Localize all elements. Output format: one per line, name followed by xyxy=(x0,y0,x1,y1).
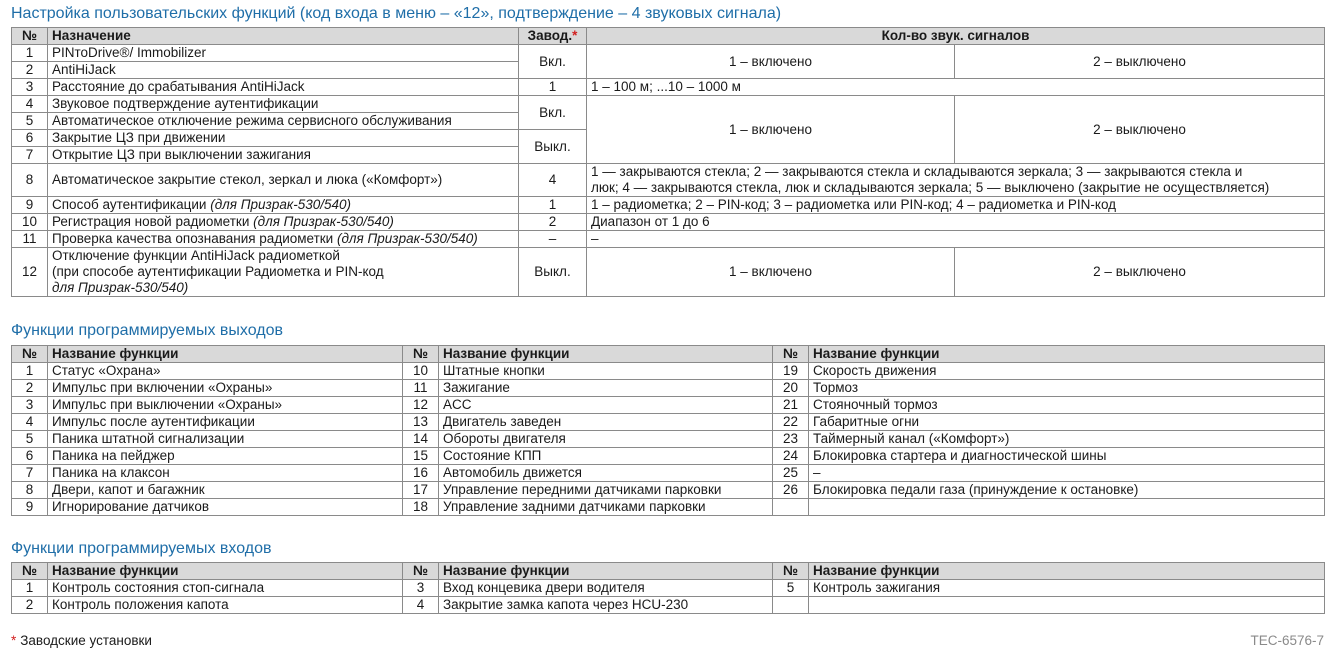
col-num-header: № xyxy=(12,563,48,580)
footnote xyxy=(11,633,152,648)
row-name: Регистрация новой радиометки (для Призрак-530/540) xyxy=(48,214,519,231)
factory-value: 4 xyxy=(519,164,587,197)
outputs-table xyxy=(11,345,1325,516)
table-row xyxy=(12,197,1325,214)
function-num: 18 xyxy=(403,499,439,516)
row-num: 2 xyxy=(12,62,48,79)
signal-off: 2 – выключено xyxy=(955,45,1325,79)
function-name: Статус «Охрана» xyxy=(48,363,403,380)
col-num-header: № xyxy=(773,563,809,580)
function-num: 16 xyxy=(403,465,439,482)
row-num: 8 xyxy=(12,164,48,197)
col-num-header: № xyxy=(12,28,48,45)
col-name-header: Название функции xyxy=(439,563,773,580)
row-name: AntiHiJack xyxy=(48,62,519,79)
row-num: 1 xyxy=(12,45,48,62)
col-num-header: № xyxy=(12,346,48,363)
function-name: Зажигание xyxy=(439,380,773,397)
factory-value: Выкл. xyxy=(519,130,587,164)
table-row xyxy=(12,96,1325,113)
signal-off: 2 – выключено xyxy=(955,248,1325,297)
factory-value: 2 xyxy=(519,214,587,231)
function-num: 7 xyxy=(12,465,48,482)
row-name: Звуковое подтверждение аутентификации xyxy=(48,96,519,113)
inputs-title: Функции программируемых входов xyxy=(11,540,272,557)
signal-auth: 1 – радиометка; 2 – PIN-код; 3 – радиометка или PIN-код; 4 – радиометка и PIN-код xyxy=(587,197,1325,214)
function-name: Управление задними датчиками парковки xyxy=(439,499,773,516)
outputs-header-row xyxy=(12,346,1325,363)
settings-table xyxy=(11,27,1325,297)
document-code: TEC-6576-7 xyxy=(1250,633,1324,648)
function-name: Таймерный канал («Комфорт») xyxy=(809,431,1325,448)
function-name: Управление передними датчиками парковки xyxy=(439,482,773,499)
function-num: 2 xyxy=(12,380,48,397)
function-num: 1 xyxy=(12,363,48,380)
function-num: 11 xyxy=(403,380,439,397)
function-num: 8 xyxy=(12,482,48,499)
settings-title: Настройка пользовательских функций (код входа в меню – «12», подтверждение – 4 звуковых сигнала) xyxy=(11,5,782,22)
function-name: Двигатель заведен xyxy=(439,414,773,431)
function-num: 3 xyxy=(403,580,439,597)
outputs-title: Функции программируемых выходов xyxy=(11,322,283,339)
inputs-table xyxy=(11,562,1325,614)
function-name: Вход концевика двери водителя xyxy=(439,580,773,597)
table-row xyxy=(12,231,1325,248)
function-name: Игнорирование датчиков xyxy=(48,499,403,516)
function-name: Паника штатной сигнализации xyxy=(48,431,403,448)
function-num: 22 xyxy=(773,414,809,431)
function-num: 19 xyxy=(773,363,809,380)
function-num: 26 xyxy=(773,482,809,499)
col-name-header: Название функции xyxy=(439,346,773,363)
row-name: Автоматическое отключение режима сервисного обслуживания xyxy=(48,113,519,130)
table-row xyxy=(12,431,1325,448)
function-name: ACC xyxy=(439,397,773,414)
inputs-header-row xyxy=(12,563,1325,580)
table-row xyxy=(12,363,1325,380)
function-name: Стояночный тормоз xyxy=(809,397,1325,414)
row-num: 4 xyxy=(12,96,48,113)
row-num: 11 xyxy=(12,231,48,248)
table-row xyxy=(12,164,1325,197)
function-name: Импульс при выключении «Охраны» xyxy=(48,397,403,414)
signal-range: Диапазон от 1 до 6 xyxy=(587,214,1325,231)
row-num: 7 xyxy=(12,147,48,164)
row-num: 6 xyxy=(12,130,48,147)
function-name xyxy=(809,499,1325,516)
function-name: Контроль положения капота xyxy=(48,597,403,614)
function-name: Блокировка педали газа (принуждение к остановке) xyxy=(809,482,1325,499)
table-row xyxy=(12,414,1325,431)
function-name: Паника на пейджер xyxy=(48,448,403,465)
col-name-header: Название функции xyxy=(809,563,1325,580)
signal-none: – xyxy=(587,231,1325,248)
function-num: 13 xyxy=(403,414,439,431)
function-num: 14 xyxy=(403,431,439,448)
table-row xyxy=(12,79,1325,96)
function-name: Паника на клаксон xyxy=(48,465,403,482)
function-num: 6 xyxy=(12,448,48,465)
table-row xyxy=(12,214,1325,231)
signal-on: 1 – включено xyxy=(587,45,955,79)
function-num: 12 xyxy=(403,397,439,414)
signal-comfort: 1 — закрываются стекла; 2 — закрываются стекла и складываются зеркала; 3 — закрываются стекла и люк; 4 — закрываются стекла, люк и складываются зеркала; 5 — выключено (закрытие не осуществляется) xyxy=(587,164,1325,197)
function-name: Импульс при включении «Охраны» xyxy=(48,380,403,397)
table-row xyxy=(12,397,1325,414)
function-num: 3 xyxy=(12,397,48,414)
function-num: 9 xyxy=(12,499,48,516)
function-name xyxy=(809,597,1325,614)
row-num: 9 xyxy=(12,197,48,214)
function-name: Импульс после аутентификации xyxy=(48,414,403,431)
function-num: 2 xyxy=(12,597,48,614)
footnote-text: Заводские установки xyxy=(20,633,152,648)
factory-value: Вкл. xyxy=(519,45,587,79)
row-num: 5 xyxy=(12,113,48,130)
row-name: Открытие ЦЗ при выключении зажигания xyxy=(48,147,519,164)
row-name: Проверка качества опознавания радиометки (для Призрак-530/540) xyxy=(48,231,519,248)
table-row xyxy=(12,580,1325,597)
table-row xyxy=(12,499,1325,516)
function-num: 4 xyxy=(12,414,48,431)
function-name: Состояние КПП xyxy=(439,448,773,465)
function-name: Тормоз xyxy=(809,380,1325,397)
footnote-star: * xyxy=(11,633,17,648)
col-factory-header: Завод.* xyxy=(519,28,587,45)
function-name: Закрытие замка капота через HCU-230 xyxy=(439,597,773,614)
function-num: 5 xyxy=(773,580,809,597)
row-name: Автоматическое закрытие стекол, зеркал и люка («Комфорт») xyxy=(48,164,519,197)
table-row xyxy=(12,380,1325,397)
function-num: 1 xyxy=(12,580,48,597)
function-name: Контроль зажигания xyxy=(809,580,1325,597)
factory-value: 1 xyxy=(519,197,587,214)
row-num: 10 xyxy=(12,214,48,231)
col-num-header: № xyxy=(773,346,809,363)
function-name: Автомобиль движется xyxy=(439,465,773,482)
table-row xyxy=(12,45,1325,62)
row-num: 12 xyxy=(12,248,48,297)
table-row xyxy=(12,597,1325,614)
function-name: Штатные кнопки xyxy=(439,363,773,380)
signal-on: 1 – включено xyxy=(587,96,955,164)
row-name: PINтоDrive®/ Immobilizer xyxy=(48,45,519,62)
col-name-header: Название функции xyxy=(48,346,403,363)
function-num: 21 xyxy=(773,397,809,414)
table-row xyxy=(12,482,1325,499)
function-num: 15 xyxy=(403,448,439,465)
col-name-header: Назначение xyxy=(48,28,519,45)
signal-range: 1 – 100 м; ...10 – 1000 м xyxy=(587,79,1325,96)
factory-value: 1 xyxy=(519,79,587,96)
function-num: 25 xyxy=(773,465,809,482)
factory-value: Выкл. xyxy=(519,248,587,297)
function-num: 20 xyxy=(773,380,809,397)
function-num: 4 xyxy=(403,597,439,614)
function-num xyxy=(773,499,809,516)
settings-header-row xyxy=(12,28,1325,45)
function-name: Двери, капот и багажник xyxy=(48,482,403,499)
function-name: Контроль состояния стоп-сигнала xyxy=(48,580,403,597)
function-name: Обороты двигателя xyxy=(439,431,773,448)
table-row xyxy=(12,465,1325,482)
col-num-header: № xyxy=(403,346,439,363)
table-row xyxy=(12,448,1325,465)
row-name: Расстояние до срабатывания AntiHiJack xyxy=(48,79,519,96)
function-num: 5 xyxy=(12,431,48,448)
function-num: 17 xyxy=(403,482,439,499)
factory-value: – xyxy=(519,231,587,248)
signal-off: 2 – выключено xyxy=(955,96,1325,164)
col-num-header: № xyxy=(403,563,439,580)
function-num: 24 xyxy=(773,448,809,465)
function-name: Блокировка стартера и диагностической шины xyxy=(809,448,1325,465)
row-name: Способ аутентификации (для Призрак-530/540) xyxy=(48,197,519,214)
row-num: 3 xyxy=(12,79,48,96)
col-name-header: Название функции xyxy=(809,346,1325,363)
function-num: 23 xyxy=(773,431,809,448)
col-name-header: Название функции xyxy=(48,563,403,580)
row-name: Закрытие ЦЗ при движении xyxy=(48,130,519,147)
function-num xyxy=(773,597,809,614)
function-name: Скорость движения xyxy=(809,363,1325,380)
table-row xyxy=(12,248,1325,297)
row-name: Отключение функции AntiHiJack радиометкой (при способе аутентификации Радиометка и PIN-код для Призрак-530/540) xyxy=(48,248,519,297)
function-num: 10 xyxy=(403,363,439,380)
factory-value: Вкл. xyxy=(519,96,587,130)
signal-on: 1 – включено xyxy=(587,248,955,297)
function-name: – xyxy=(809,465,1325,482)
function-name: Габаритные огни xyxy=(809,414,1325,431)
col-signals-header: Кол-во звук. сигналов xyxy=(587,28,1325,45)
